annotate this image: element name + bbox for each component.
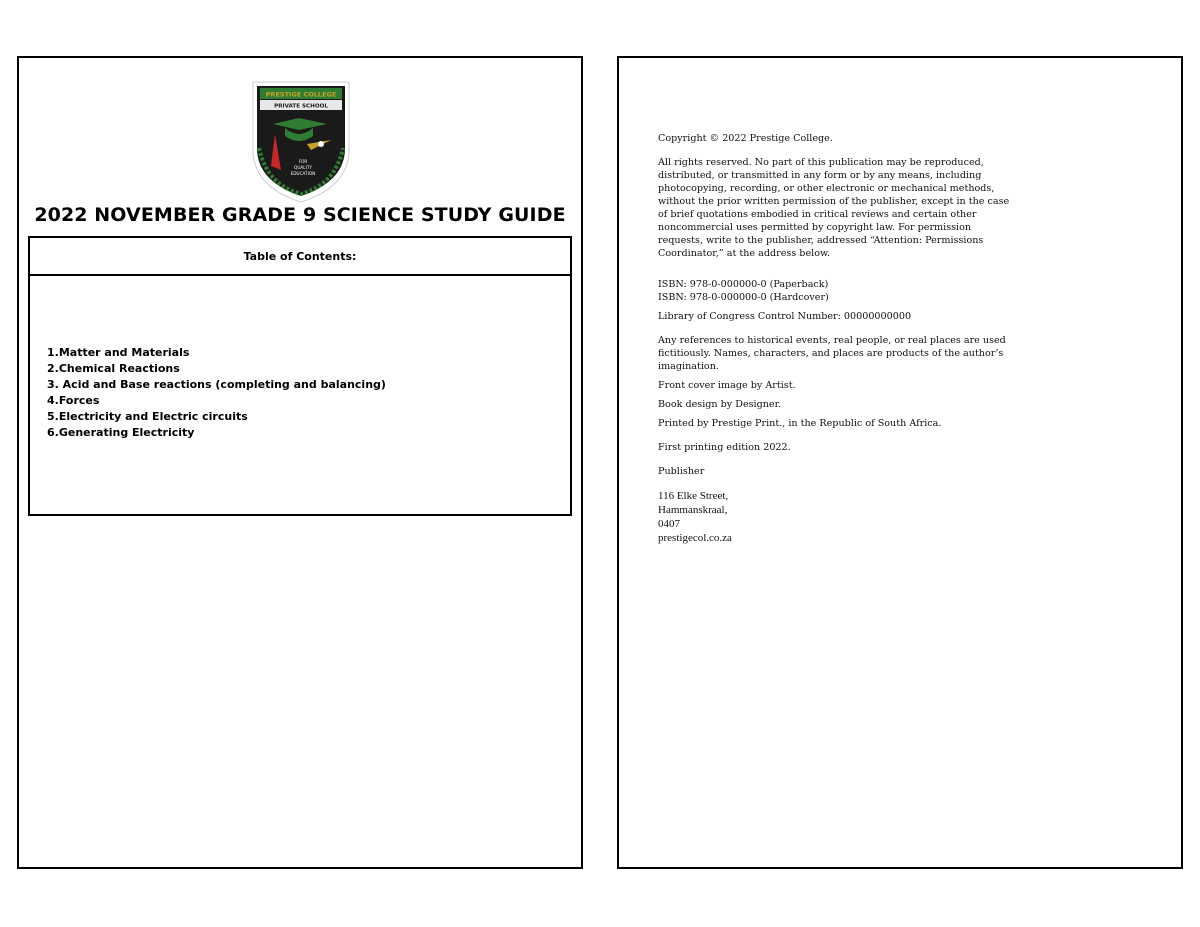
toc-item: 6.Generating Electricity: [47, 426, 195, 439]
left-page: [17, 56, 583, 869]
isbn-paperback: ISBN: 978-0-000000-0 (Paperback): [658, 279, 829, 290]
design-credit: Book design by Designer.: [658, 399, 782, 410]
school-crest-logo: [251, 80, 351, 204]
publisher-label: Publisher: [658, 466, 705, 477]
printer-line: Printed by Prestige Print., in the Republic of South Africa.: [658, 418, 942, 429]
toc-item: 1.Matter and Materials: [47, 346, 190, 359]
edition-line: First printing edition 2022.: [658, 442, 791, 453]
table-of-contents: [28, 236, 572, 516]
cover-credit: Front cover image by Artist.: [658, 380, 796, 391]
toc-item: 3. Acid and Base reactions (completing and balancing): [47, 378, 386, 391]
document-title: 2022 NOVEMBER GRADE 9 SCIENCE STUDY GUIDE: [34, 204, 566, 226]
toc-item: 4.Forces: [47, 394, 100, 407]
crest-subbanner-text: PRIVATE SCHOOL: [274, 103, 328, 110]
toc-list: [47, 345, 386, 441]
crest-banner-text: PRESTIGE COLLEGE: [265, 90, 337, 99]
rights-paragraph: All rights reserved. No part of this publication may be reproduced, distributed, or transmitted in any form or by any means, including photocopying, recording, or other electronic or mechanical methods, without the prior written permission of the publisher, except in the case of brief quotations embodied in critical reviews and certain other noncommercial uses permitted by copyright law. For permission requests, write to the publisher, addressed “Attention: Permissions Coordinator,” at the address below.: [658, 157, 1010, 259]
publisher-address: 116 Elke Street, Hammanskraal, 0407 prestigecol.co.za: [658, 490, 732, 544]
crest-motto-line3: EDUCATION: [290, 171, 316, 176]
isbn-hardcover: ISBN: 978-0-000000-0 (Hardcover): [658, 292, 829, 303]
toc-item: 2.Chemical Reactions: [47, 362, 180, 375]
right-page: [617, 56, 1183, 869]
toc-item: 5.Electricity and Electric circuits: [47, 410, 248, 423]
copyright-line: Copyright © 2022 Prestige College.: [658, 133, 833, 144]
copyright-block: [658, 132, 1018, 545]
crest-motto-line1: FOR: [298, 159, 308, 164]
crest-motto-line2: QUALITY: [294, 165, 312, 170]
loc-control-number: Library of Congress Control Number: 00000000000: [658, 311, 912, 322]
fiction-notice: Any references to historical events, real people, or real places are used fictitiously. Names, characters, and places are products of the author’s imagination.: [658, 335, 1006, 372]
toc-heading: Table of Contents:: [30, 238, 570, 276]
